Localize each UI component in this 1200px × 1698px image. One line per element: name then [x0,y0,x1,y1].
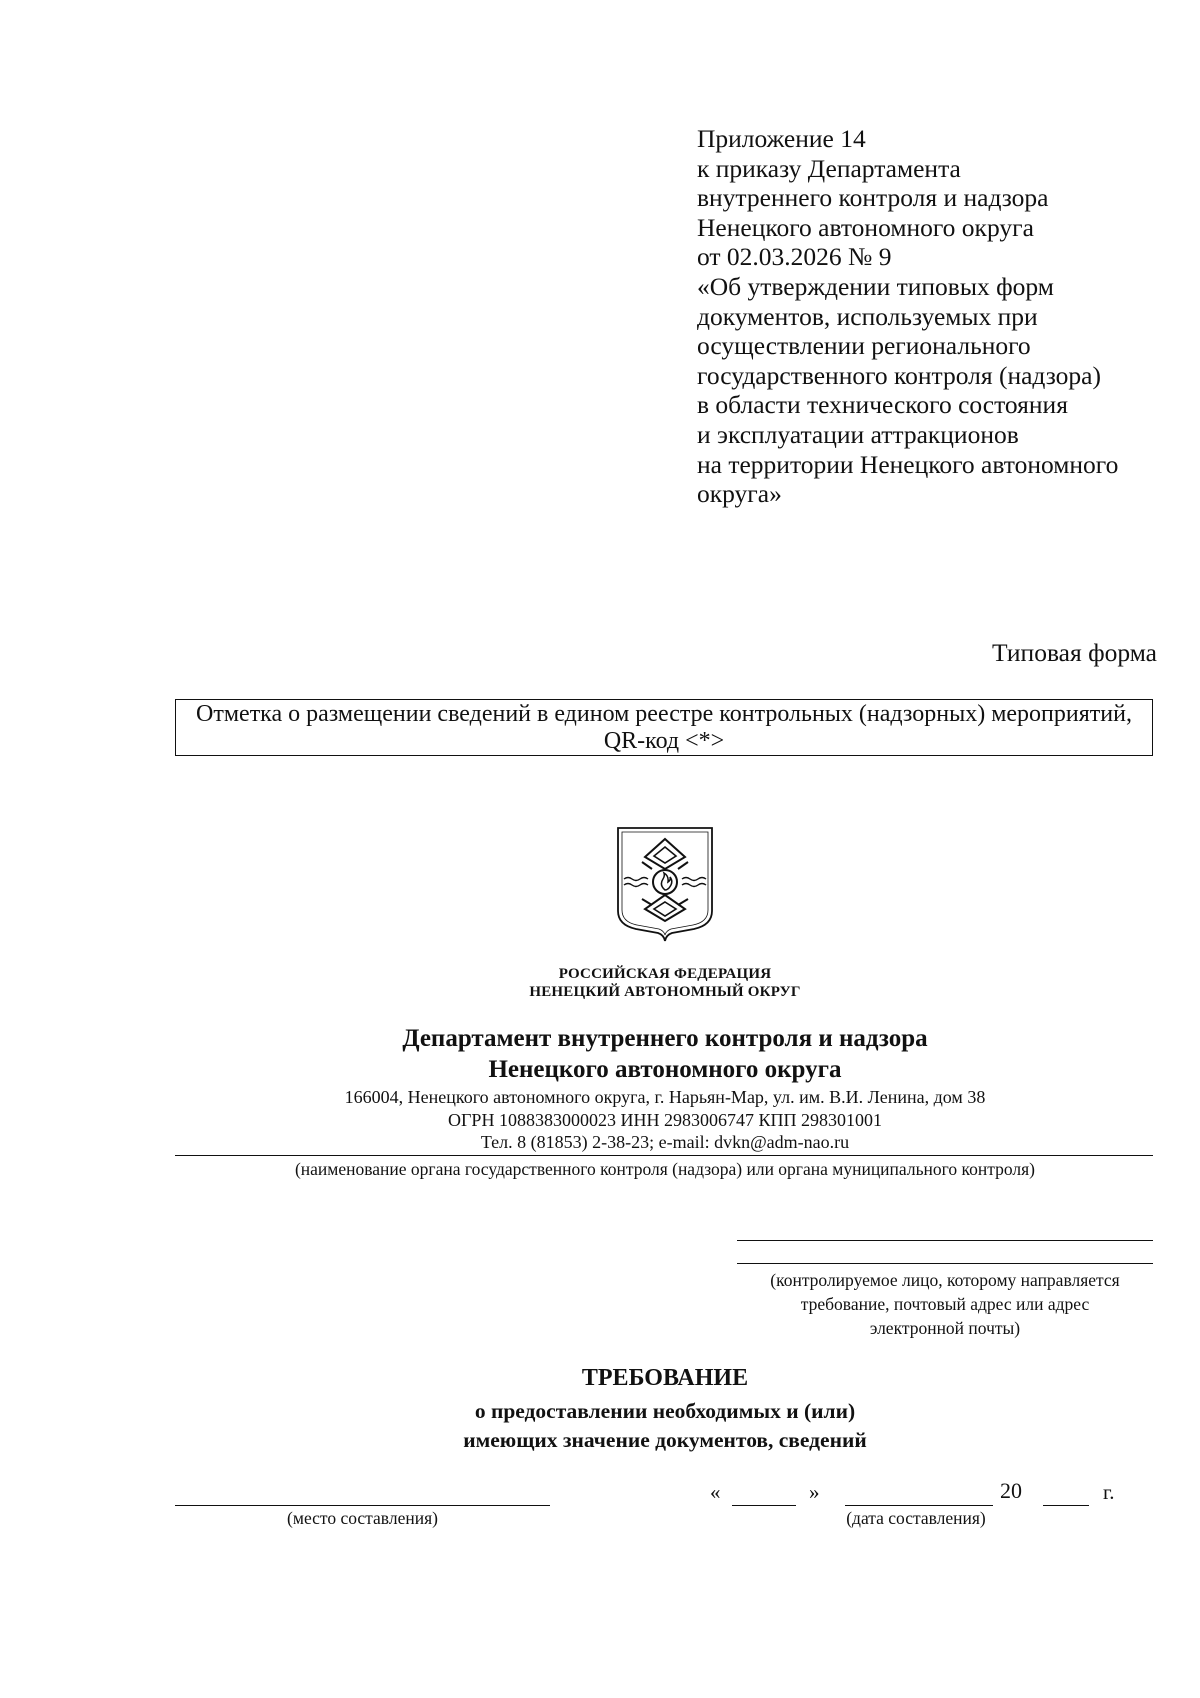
document-subtitle [0,1397,1200,1455]
appendix-line: документов, используемых при [697,301,1038,331]
addressee-caption-line: требование, почтовый адрес или адрес [800,1294,1090,1314]
document-subtitle-line-2: имеющих значение документов, сведений [463,1428,867,1452]
year-field-line[interactable] [1043,1505,1089,1506]
addressee-caption-line: электронной почты) [869,1318,1021,1338]
addressee-caption [737,1268,1153,1340]
appendix-line: Приложение 14 [697,124,866,153]
org-name-caption: (наименование органа государственного контроля (надзора) или органа муниципального контроля) [294,1159,1036,1179]
department-address: 166004, Ненецкого автономного округа, г. Нарьян-Мар, ул. им. В.И. Ленина, дом 38 [344,1087,986,1107]
appendix-line: на территории Ненецкого автономного [697,449,1119,479]
date-caption: (дата составления) [846,1508,986,1528]
appendix-line: округа» [697,479,782,509]
coat-of-arms-graphic [614,825,716,943]
year-suffix: г. [1103,1480,1115,1504]
coat-of-arms-icon [614,825,716,943]
appendix-line: осуществлении регионального [697,331,1031,361]
appendix-line: в области технического состояния [697,390,1068,420]
department-name-line-1: Департамент внутреннего контроля и надзора [402,1025,928,1052]
appendix-line: от 02.03.2026 № 9 [697,242,892,272]
addressee-field-line-1[interactable] [737,1240,1153,1241]
registry-mark-line-1: Отметка о размещении сведений в едином реестре контрольных (надзорных) мероприятий, [196,701,1132,727]
appendix-line: «Об утверждении типовых форм [697,271,1054,301]
day-quote-open: « [710,1480,721,1504]
year-prefix: 20 [1000,1478,1022,1503]
country-heading: РОССИЙСКАЯ ФЕДЕРАЦИЯ [558,966,772,982]
appendix-line: государственного контроля (надзора) [697,360,1101,390]
form-label: Типовая форма [991,638,1157,667]
appendix-line: к приказу Департамента [697,153,961,183]
appendix-block [697,124,1157,509]
region-heading: НЕНЕЦКИЙ АВТОНОМНЫЙ ОКРУГ [529,984,801,1000]
day-quote-close: » [809,1480,820,1504]
document-title: ТРЕБОВАНИЕ [581,1365,749,1391]
department-registration-numbers: ОГРН 1088383000023 ИНН 2983006747 КПП 298301001 [448,1110,882,1130]
addressee-field-line-2[interactable] [737,1263,1153,1264]
document-subtitle-line-1: о предоставлении необходимых и (или) [474,1399,856,1423]
registry-mark-line-2: QR-код <*> [603,728,725,754]
appendix-line: Ненецкого автономного округа [697,212,1034,242]
appendix-line: внутреннего контроля и надзора [697,183,1049,213]
place-field-line[interactable] [175,1505,550,1506]
place-caption: (место составления) [287,1508,438,1528]
day-field-line[interactable] [732,1505,796,1506]
org-name-underline [175,1155,1153,1156]
department-contacts: Тел. 8 (81853) 2-38-23; e-mail: dvkn@adm-nao.ru [480,1132,850,1152]
department-name-line-2: Ненецкого автономного округа [488,1056,842,1083]
month-field-line[interactable] [845,1505,993,1506]
addressee-caption-line: (контролируемое лицо, которому направляется [770,1270,1120,1290]
appendix-line: и эксплуатации аттракционов [697,419,1019,449]
registry-mark-box [175,699,1153,756]
